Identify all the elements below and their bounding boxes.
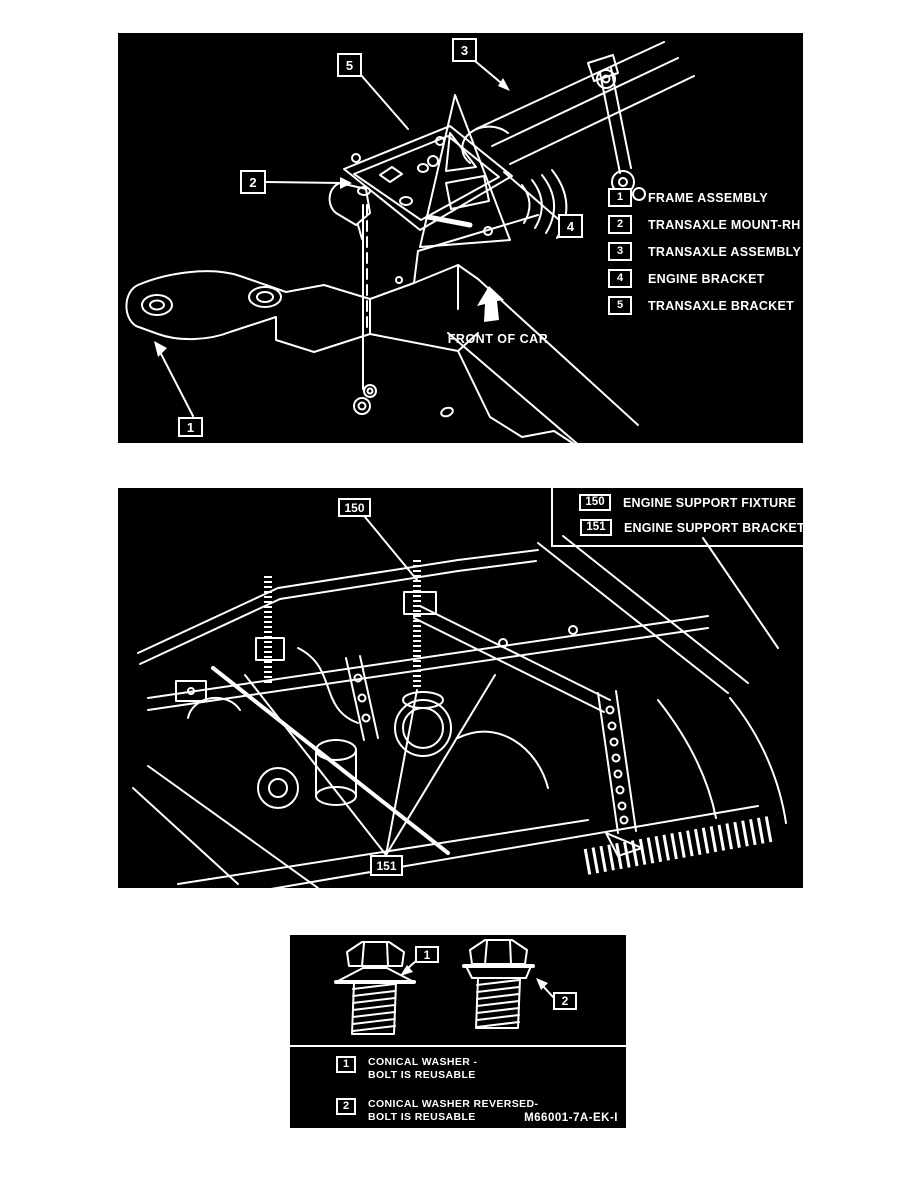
legend-num-box: 5 (608, 296, 632, 315)
legend-label-line2: BOLT IS REUSABLE (368, 1111, 476, 1123)
legend-item (608, 242, 801, 261)
legend-label: TRANSAXLE ASSEMBLY (648, 244, 802, 259)
callout-box-transaxle-bracket: 5 (337, 53, 362, 77)
legend-num-box: 4 (608, 269, 632, 288)
support-brackets-drawing (346, 656, 642, 856)
legend-label: TRANSAXLE BRACKET (648, 298, 795, 313)
legend-label (368, 1098, 538, 1124)
bolt-2-drawing (464, 940, 533, 1028)
legend-label-line1: CONICAL WASHER REVERSED- (368, 1098, 539, 1110)
legend-item (608, 215, 801, 234)
washer-detail-panel (288, 933, 628, 1130)
engine-support-line-art (118, 488, 803, 888)
legend-label-line1: CONICAL WASHER - (368, 1056, 478, 1068)
legend-label: ENGINE BRACKET (648, 271, 765, 286)
mounting-stud-drawing (354, 205, 376, 414)
front-of-car-label: FRONT OF CAR (447, 332, 549, 346)
leader-lines (245, 517, 495, 855)
legend-num-box: 2 (608, 215, 632, 234)
car-body-drawing (133, 536, 786, 888)
legend-num-box: 1 (336, 1056, 356, 1073)
callout-box-transaxle-assembly: 3 (452, 38, 477, 62)
legend-label: ENGINE SUPPORT BRACKETS (624, 520, 814, 535)
legend-label: FRAME ASSEMBLY (648, 190, 768, 205)
figure-code: M66001-7A-EK-I (524, 1112, 618, 1124)
legend-item (608, 296, 801, 315)
legend-num-box: 2 (336, 1098, 356, 1115)
callout-box-conical-washer: 1 (415, 946, 439, 963)
bolt-1-drawing (336, 942, 414, 1034)
legend-num-box: 151 (580, 519, 612, 536)
engine-support-diagram-panel (118, 488, 814, 888)
legend-num-box: 150 (579, 494, 611, 511)
legend-item (580, 519, 813, 536)
callout-box-transaxle-mount: 2 (240, 170, 266, 194)
callout-box-conical-washer-reversed: 2 (553, 992, 577, 1010)
legend-label-line2: BOLT IS REUSABLE (368, 1069, 476, 1081)
parts-legend (608, 188, 801, 315)
frame-assembly-drawing (126, 215, 638, 443)
legend-num-box: 3 (608, 242, 632, 261)
legend-num-box: 1 (608, 188, 632, 207)
legend-label: TRANSAXLE MOUNT-RH (648, 217, 801, 232)
front-of-car-arrow-icon (477, 286, 504, 322)
callout-box-engine-bracket: 4 (558, 214, 583, 238)
engine-bracket-drawing (420, 95, 510, 247)
legend-item (579, 494, 796, 511)
legend-item (608, 269, 801, 288)
callout-box-frame-assembly: 1 (178, 417, 203, 437)
callout-box-engine-support-brackets: 151 (370, 855, 403, 876)
legend-item (608, 188, 801, 207)
transaxle-mount-diagram-panel (118, 33, 803, 443)
legend-label: ENGINE SUPPORT FIXTURE (623, 495, 797, 510)
leader-lines (154, 61, 558, 416)
callout-box-engine-support-fixture: 150 (338, 498, 371, 517)
fixture-legend (551, 488, 814, 547)
legend-label (368, 1056, 477, 1082)
